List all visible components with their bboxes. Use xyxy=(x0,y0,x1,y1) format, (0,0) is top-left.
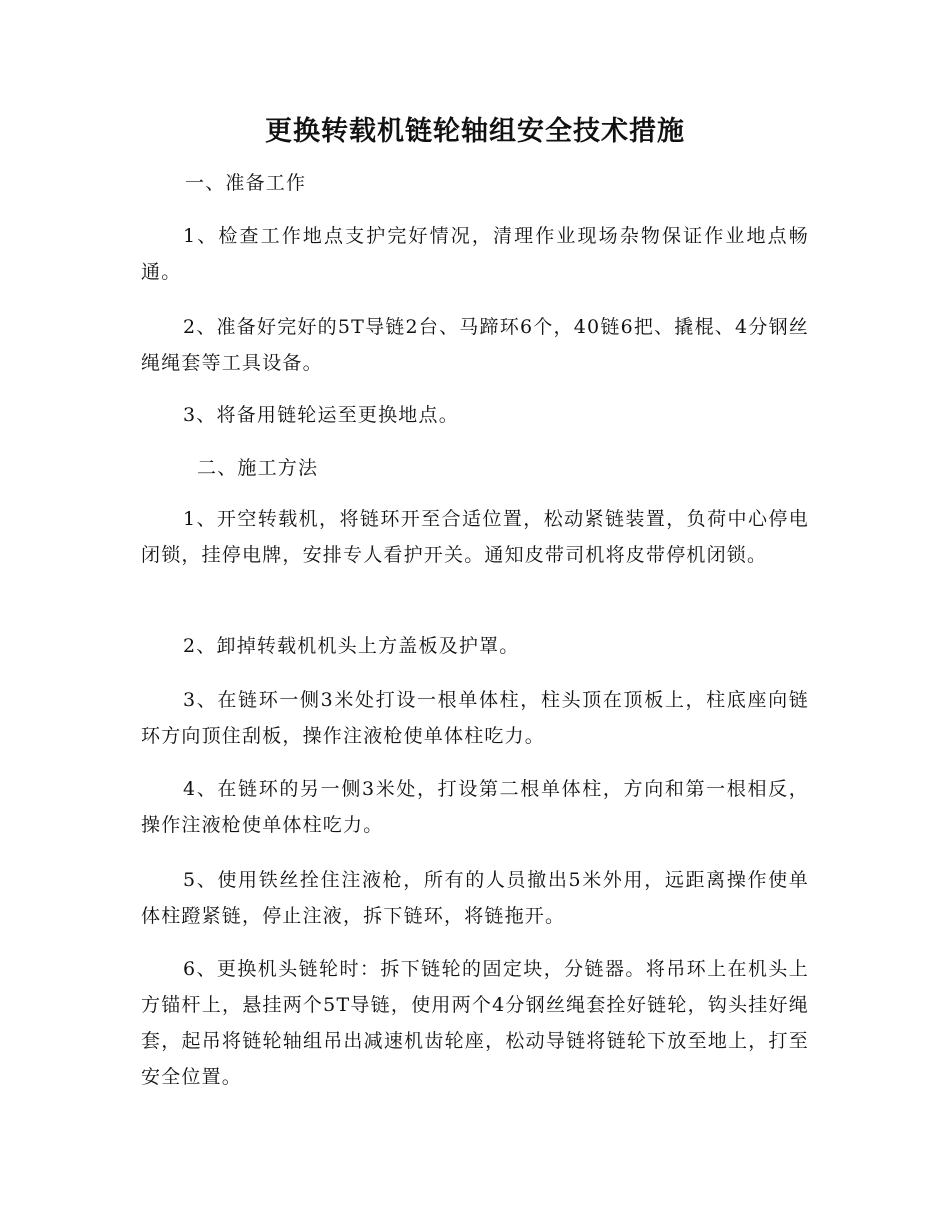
paragraph: 5、使用铁丝拴住注液枪，所有的人员撤出5米外用，远距离操作使单体柱蹬紧链，停止注液，拆下链环，将链拖开。 xyxy=(141,869,809,927)
paragraph: 2、准备好完好的5T导链2台、马蹄环6个，40链6把、撬棍、4分钢丝绳绳套等工具设备。 xyxy=(141,316,809,374)
paragraph: 6、更换机头链轮时：拆下链轮的固定块，分链器。将吊环上在机头上方锚杆上，悬挂两个5T导链，使用两个4分钢丝绳套拴好链轮，钩头挂好绳套，起吊将链轮轴组吊出减速机齿轮座，松动导链将链轮下放至地上，打至安全位置。 xyxy=(141,958,809,1088)
paragraph: 3、在链环一侧3米处打设一根单体柱，柱头顶在顶板上，柱底座向链环方向顶住刮板，操作注液枪使单体柱吃力。 xyxy=(141,689,809,747)
paragraph: 1、检查工作地点支护完好情况，清理作业现场杂物保证作业地点畅通。 xyxy=(141,225,809,283)
paragraph: 2、卸掉转载机机头上方盖板及护罩。 xyxy=(183,635,520,657)
paragraph: 4、在链环的另一侧3米处，打设第二根单体柱，方向和第一根相反，操作注液枪使单体柱吃力。 xyxy=(141,778,809,836)
section-heading-method: 二、施工方法 xyxy=(197,457,319,479)
document-title: 更换转载机链轮轴组安全技术措施 xyxy=(265,116,685,147)
section-heading-preparation: 一、准备工作 xyxy=(185,172,307,194)
paragraph: 3、将备用链轮运至更换地点。 xyxy=(183,404,459,426)
paragraph: 1、开空转载机，将链环开至合适位置，松动紧链装置，负荷中心停电闭锁，挂停电牌，安排专人看护开关。通知皮带司机将皮带停机闭锁。 xyxy=(141,508,809,566)
